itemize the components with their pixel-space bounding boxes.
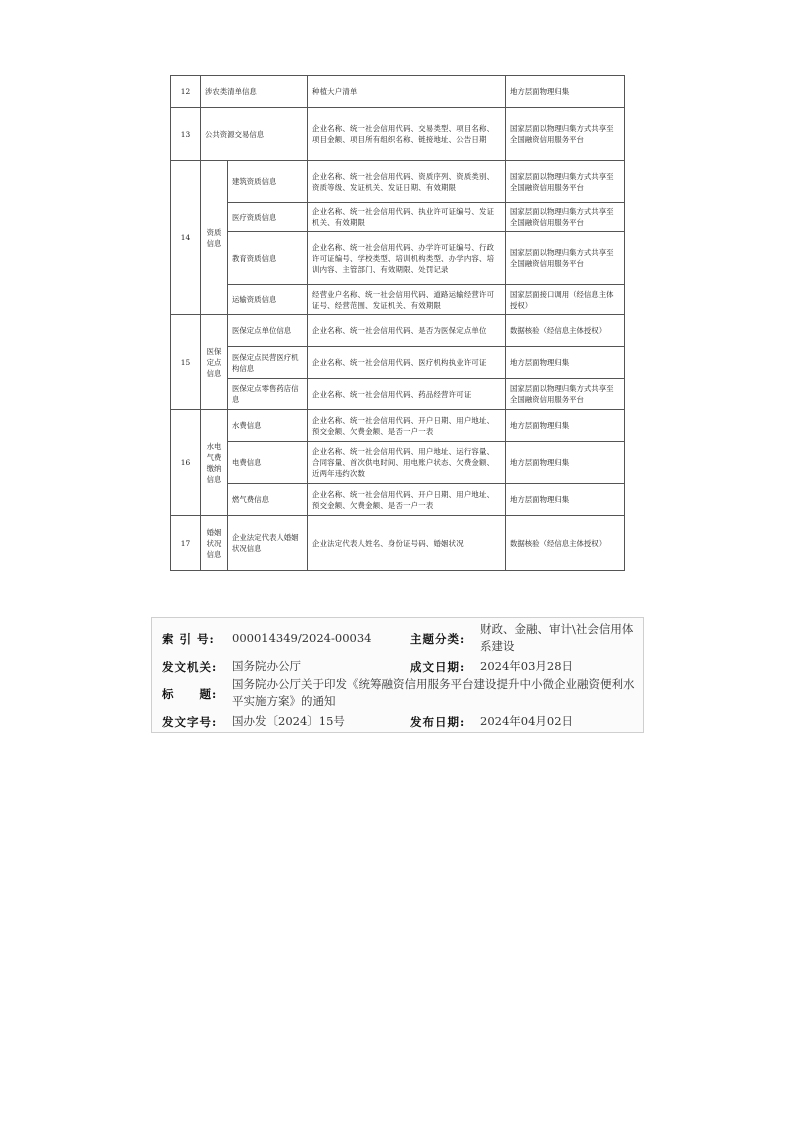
row-number: 12 (171, 76, 201, 108)
table-row (171, 232, 625, 285)
row-category: 公共资源交易信息 (201, 108, 308, 161)
row-group: 婚姻状况信息 (201, 516, 228, 571)
title-value[interactable]: 国务院办公厅关于印发《统筹融资信用服务平台建设提升中小微企业融资便利水平实施方案》的通知 (232, 677, 635, 708)
row-content: 企业名称、统一社会信用代码、执业许可证编号、发证机关、有效期限 (308, 203, 506, 232)
doc-no-value: 国办发〔2024〕15号 (232, 714, 345, 728)
table-row (171, 161, 625, 203)
row-subcategory: 水费信息 (228, 410, 308, 442)
document-meta-panel (151, 617, 644, 733)
row-group: 水电气费缴纳信息 (201, 410, 228, 516)
row-number: 17 (171, 516, 201, 571)
table-row (171, 442, 625, 484)
row-content: 企业名称、统一社会信用代码、是否为医保定点单位 (308, 315, 506, 347)
date-written-value: 2024年03月28日 (480, 659, 574, 673)
row-group: 资质信息 (201, 161, 228, 315)
row-number: 16 (171, 410, 201, 516)
table-row (171, 76, 625, 108)
row-content: 种植大户清单 (308, 76, 506, 108)
row-subcategory: 医保定点零售药店信息 (228, 379, 308, 410)
row-sharing-mode: 国家层面以物理归集方式共享至全国融资信用服务平台 (506, 379, 625, 410)
row-sharing-mode: 地方层面物理归集 (506, 484, 625, 516)
row-sharing-mode: 国家层面接口调用（经信息主体授权） (506, 285, 625, 315)
issuer-label: 发文机关: (162, 660, 218, 674)
table-row (171, 203, 625, 232)
doc-no-label: 发文字号: (162, 715, 218, 729)
row-sharing-mode: 地方层面物理归集 (506, 410, 625, 442)
row-content: 经营业户名称、统一社会信用代码、道路运输经营许可证号、经营范围、发证机关、有效期限 (308, 285, 506, 315)
row-sharing-mode: 国家层面以物理归集方式共享至全国融资信用服务平台 (506, 203, 625, 232)
row-subcategory: 企业法定代表人婚姻状况信息 (228, 516, 308, 571)
row-subcategory: 教育资质信息 (228, 232, 308, 285)
row-sharing-mode: 数据核验（经信息主体授权） (506, 315, 625, 347)
row-sharing-mode: 数据核验（经信息主体授权） (506, 516, 625, 571)
row-sharing-mode: 地方层面物理归集 (506, 347, 625, 379)
table-row (171, 379, 625, 410)
row-subcategory: 医保定点民营医疗机构信息 (228, 347, 308, 379)
row-content: 企业名称、统一社会信用代码、交易类型、项目名称、项目金额、项目所有组织名称、链接地址、公告日期 (308, 108, 506, 161)
row-subcategory: 电费信息 (228, 442, 308, 484)
index-label: 索 引 号: (162, 632, 215, 646)
title-label: 标 题: (162, 687, 218, 701)
row-sharing-mode: 地方层面物理归集 (506, 442, 625, 484)
info-table-body (171, 76, 625, 571)
row-subcategory: 医疗资质信息 (228, 203, 308, 232)
row-content: 企业名称、统一社会信用代码、用户地址、运行容量、合同容量、首次供电时间、用电账户状态、欠费金额、近两年违约次数 (308, 442, 506, 484)
row-number: 15 (171, 315, 201, 410)
table-row (171, 315, 625, 347)
index-value: 000014349/2024-00034 (232, 631, 372, 645)
table-row (171, 285, 625, 315)
table-row (171, 347, 625, 379)
row-subcategory: 燃气费信息 (228, 484, 308, 516)
table-row (171, 410, 625, 442)
topic-label: 主题分类: (410, 632, 466, 646)
row-subcategory: 建筑资质信息 (228, 161, 308, 203)
row-sharing-mode: 国家层面以物理归集方式共享至全国融资信用服务平台 (506, 161, 625, 203)
row-content: 企业名称、统一社会信用代码、开户日期、用户地址、预交金额、欠费金额、是否一户一表 (308, 484, 506, 516)
row-number: 14 (171, 161, 201, 315)
row-content: 企业名称、统一社会信用代码、办学许可证编号、行政许可证编号、学校类型、培训机构类型、办学内容、培训内容、主管部门、有效期限、处罚记录 (308, 232, 506, 285)
row-sharing-mode: 国家层面以物理归集方式共享至全国融资信用服务平台 (506, 232, 625, 285)
date-written-label: 成文日期: (410, 660, 466, 674)
row-subcategory: 医保定点单位信息 (228, 315, 308, 347)
row-content: 企业名称、统一社会信用代码、资质序列、资质类别、资质等级、发证机关、发证日期、有效期限 (308, 161, 506, 203)
table-row (171, 108, 625, 161)
row-content: 企业名称、统一社会信用代码、医疗机构执业许可证 (308, 347, 506, 379)
publish-value: 2024年04月02日 (480, 714, 574, 728)
row-sharing-mode: 国家层面以物理归集方式共享至全国融资信用服务平台 (506, 108, 625, 161)
row-content: 企业法定代表人姓名、身份证号码、婚姻状况 (308, 516, 506, 571)
row-group: 医保定点信息 (201, 315, 228, 410)
row-sharing-mode: 地方层面物理归集 (506, 76, 625, 108)
row-content: 企业名称、统一社会信用代码、开户日期、用户地址、预交金额、欠费金额、是否一户一表 (308, 410, 506, 442)
row-category: 涉农类清单信息 (201, 76, 308, 108)
table-row (171, 516, 625, 571)
issuer-value: 国务院办公厅 (232, 659, 301, 673)
publish-label: 发布日期: (410, 715, 466, 729)
table-row (171, 484, 625, 516)
topic-value: 财政、金融、审计\社会信用体系建设 (480, 622, 634, 653)
row-content: 企业名称、统一社会信用代码、药品经营许可证 (308, 379, 506, 410)
info-table (170, 75, 625, 571)
row-number: 13 (171, 108, 201, 161)
row-subcategory: 运输资质信息 (228, 285, 308, 315)
